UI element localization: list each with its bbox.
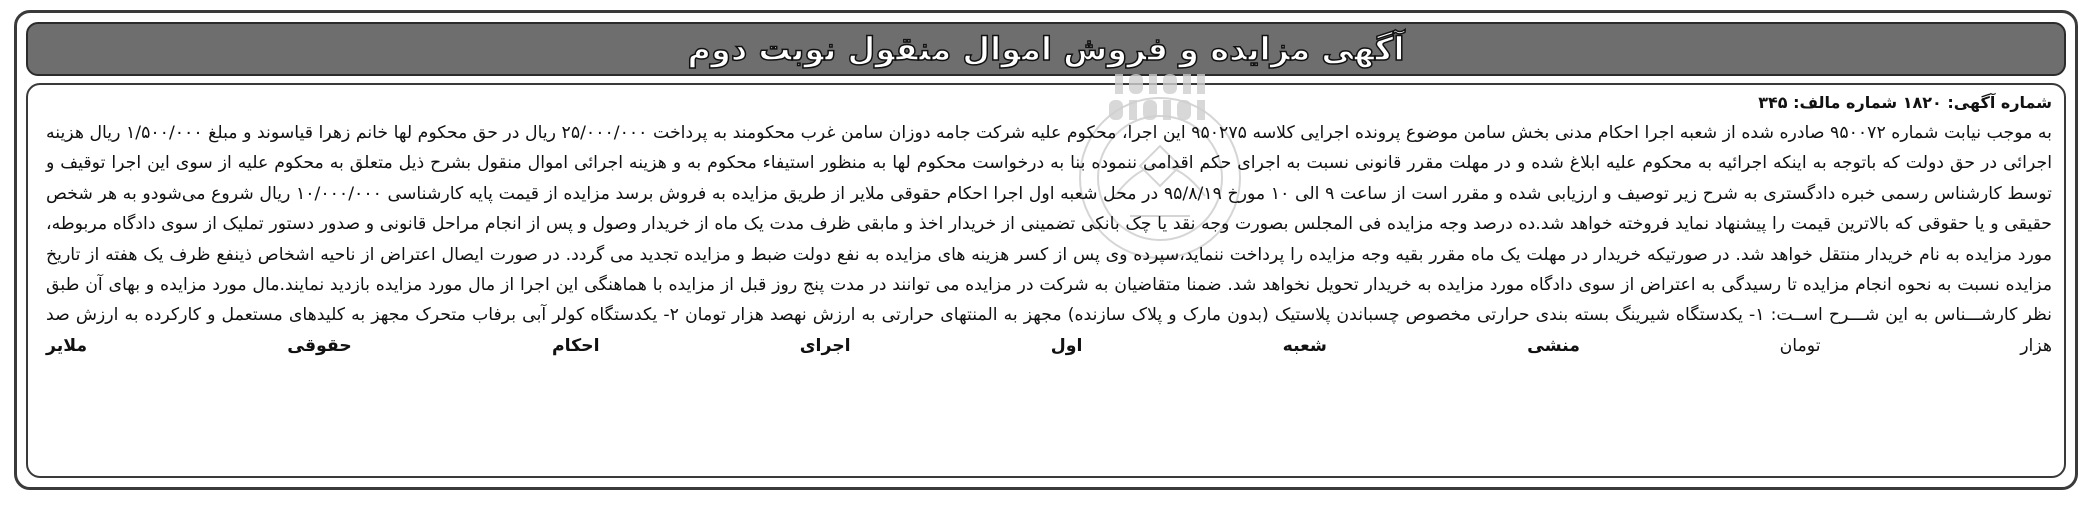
notice-signature: منشی شعبه اول اجرای احکام حقوقی ملایر: [46, 335, 1580, 356]
notice-paragraph: [46, 118, 2052, 361]
notice-content: [46, 92, 2052, 361]
notice-number: شماره آگهی: ۱۸۲۰ شماره مالف: ۳۴۵: [1758, 93, 2052, 112]
title-bar: [26, 22, 2066, 76]
notice-title: آگهی مزایده و فروش اموال منقول نوبت دوم: [687, 30, 1405, 68]
notice-body-text: به موجب نیابت شماره ۹۵۰۰۷۲ صادره شده از شعبه اجرا احکام مدنی بخش سامن موضوع پرونده اجرایی کلاسه ۹۵۰۲۷۵ این اجرا، محکوم علیه شرکت جامه دوزان سامن غرب محکومند به پرداخت ۲۵/۰۰۰/۰۰۰ ریال در حق محکوم لها خانم زهرا قیاسوند و مبلغ ۱/۵۰۰/۰۰۰ ریال هزینه اجرائی در حق دولت که باتوجه به اینکه اجرائیه به محکوم علیه ابلاغ شده و در مهلت مقرر قانونی نسبت به اجرای حکم اقدامی ننموده بنا به درخواست محکوم لها به منظور استیفاء محکوم به و هزینه اجرائی اموال منقول بشرح ذیل متعلق به محکوم علیه از سوی این اجرا توقیف و توسط کارشناس رسمی خبره دادگستری به شرح زیر توصیف و ارزیابی شده و مقرر است از ساعت ۹ الی ۱۰ مورخ ۹۵/۸/۱۹ در محل شعبه اول اجرا احکام حقوقی ملایر از طریق مزایده به فروش برسد مزایده از قیمت پایه کارشناسی ۱۰/۰۰۰/۰۰۰ ریال شروع می‌شودو به هر شخص حقیقی و یا حقوقی که بالاترین قیمت را پیشنهاد نماید فروخته خواهد شد.ده درصد وجه مزایده فی المجلس بصورت وجه نقد یا چک بانکی تضمینی از خریدار اخذ و مابقی ظرف مدت یک ماه از خریدار وصول و پس از انجام مراحل قانونی و صدور دستور تملیک از سوی دادگاه مربوطه، مورد مزایده به نام خریدار منتقل خواهد شد. در صورتیکه خریدار در مهلت یک ماه مقرر بقیه وجه مزایده را پرداخت ننماید،سپرده وی پس از کسر هزینه های مزایده به نفع دولت ضبط و مزایده تجدید می گردد. در صورت ایصال اعتراض از ناحیه اشخاص ذینفع ظرف یک هفته از تاریخ مزایده نسبت به نحوه انجام مزایده تا رسیدگی به اعتراض از سوی دادگاه مورد مزایده به خریدار تحویل نخواهد شد. ضمنا متقاضیان به شرکت در مزایده می توانند در مدت پنج روز قبل از مزایده با هماهنگی این اجرا از مال مورد مزایده بازدید نمایند.مال مورد مزایده و بهای آن طبق نظر کارشـــناس به این شـــرح اســت: ۱- یکدستگاه شیرینگ بسته بندی حرارتی مخصوص چسباندن پلاستیک (بدون مارک و پلاک سازنده) مجهز به المنتهای حرارتی به ارزش نهصد هزار تومان ۲- یکدستگاه کولر آبی برفاب متحرک مجهز به کلیدهای مستعمل و کارکرده به ارزش صد هزار تومان: [46, 123, 2052, 356]
